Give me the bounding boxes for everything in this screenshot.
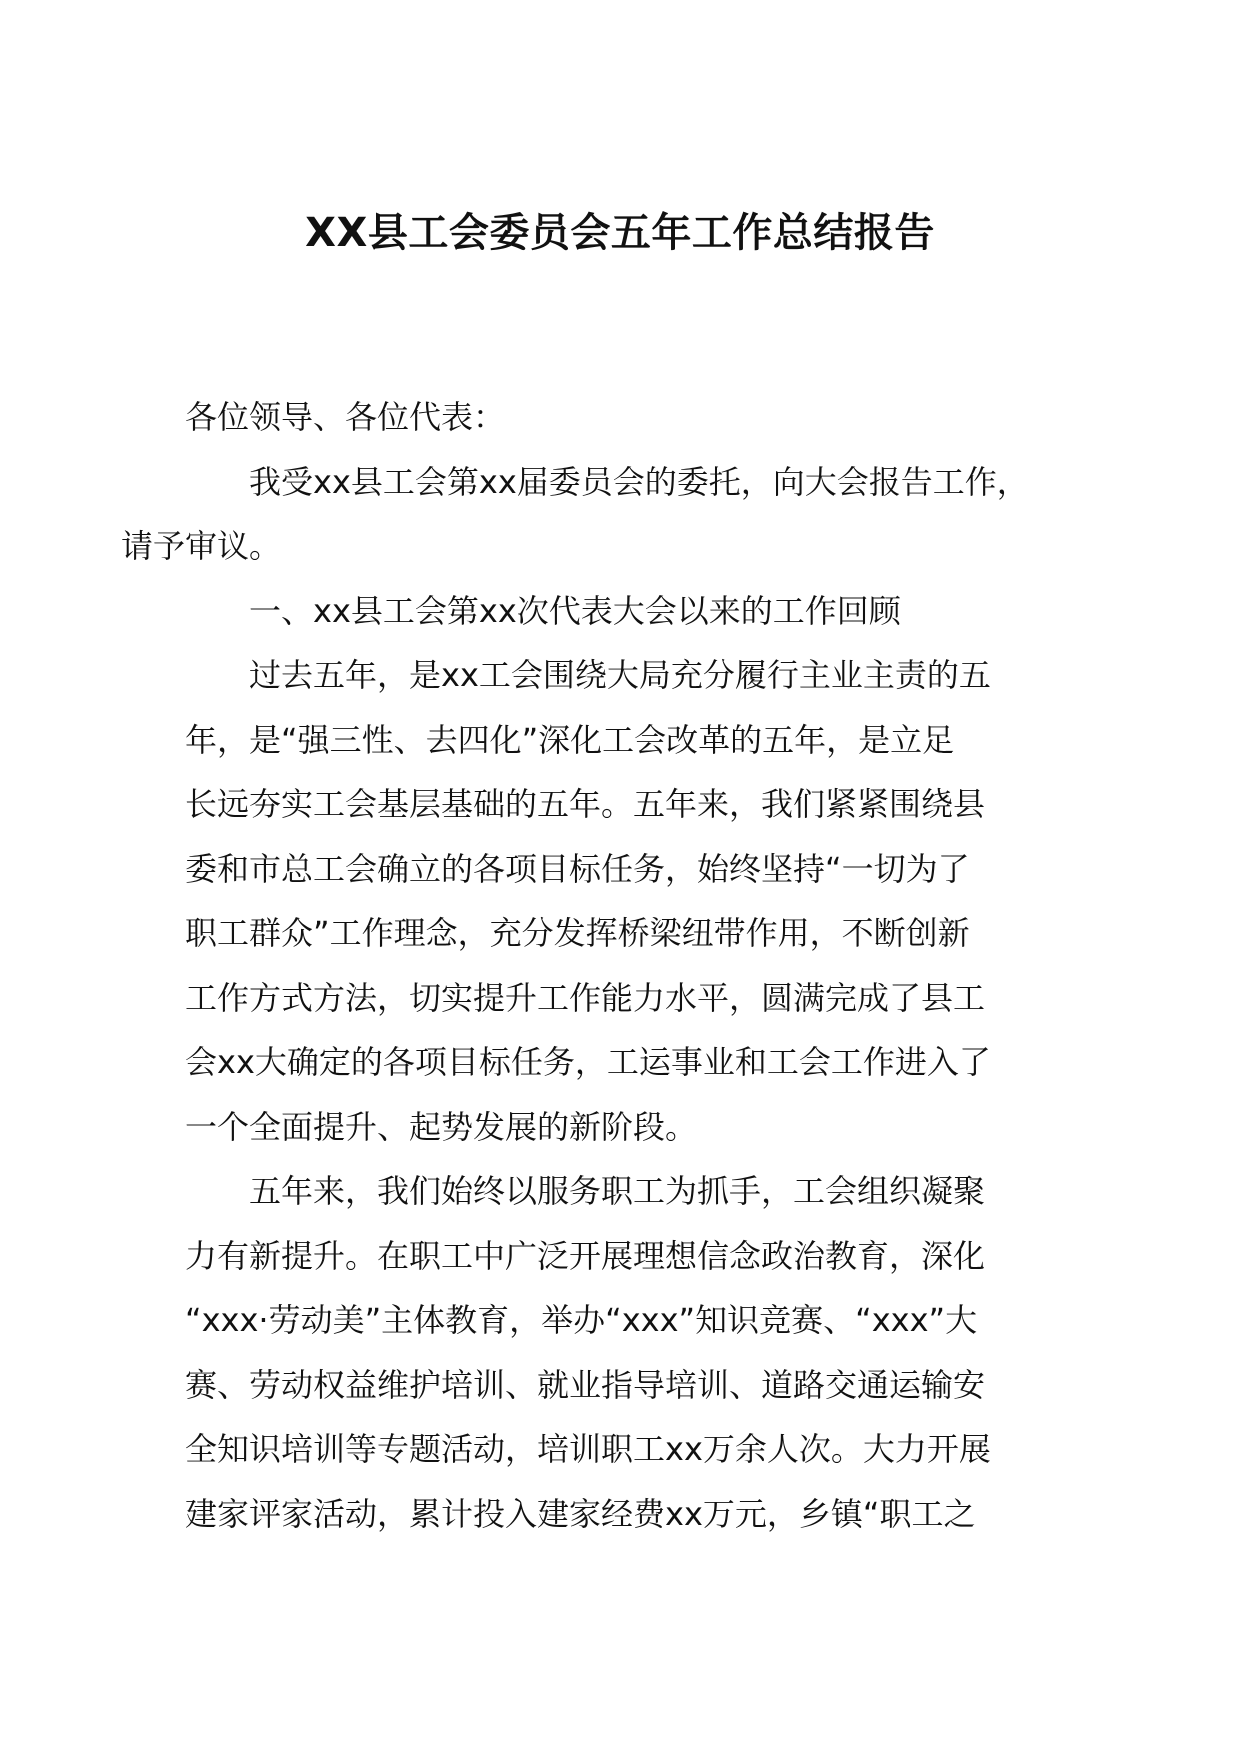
paragraph-line: 请予审议。: [121, 527, 282, 565]
document-body: [121, 385, 1085, 1546]
salutation: 各位领导、各位代表：: [185, 398, 506, 436]
paragraph-line: 我受xx县工会第xx届委员会的委托，向大会报告工作，: [249, 462, 1029, 501]
paragraph-service: [185, 1159, 1085, 1546]
paragraph-line: 年，是“强三性、去四化”深化工会改革的五年，是立足: [185, 720, 955, 759]
paragraph-intro: [121, 450, 1085, 579]
paragraph-line: 长远夯实工会基层基础的五年。五年来，我们紧紧围绕县: [185, 785, 986, 823]
section-heading: [185, 579, 1085, 644]
paragraph-review: [185, 643, 1085, 1159]
paragraph-line: 全知识培训等专题活动，培训职工xx万余人次。大力开展: [185, 1430, 991, 1468]
document-title: XX县工会委员会五年工作总结报告: [305, 210, 935, 256]
paragraph-line: 赛、劳动权益维护培训、就业指导培训、道路交通运输安: [185, 1365, 986, 1404]
paragraph-line: 会xx大确定的各项目标任务，工运事业和工会工作进入了: [185, 1043, 991, 1081]
paragraph-line: 过去五年，是xx工会围绕大局充分履行主业主责的五: [249, 656, 991, 694]
section-heading-text: 一、xx县工会第xx次代表大会以来的工作回顾: [249, 591, 901, 630]
paragraph-line: 职工群众”工作理念，充分发挥桥梁纽带作用，不断创新: [185, 914, 970, 952]
paragraph-line: 建家评家活动，累计投入建家经费xx万元，乡镇“职工之: [185, 1494, 976, 1533]
paragraph-line: 工作方式方法，切实提升工作能力水平，圆满完成了县工: [185, 978, 986, 1017]
paragraph-line: “xxx·劳动美”主体教育，举办“xxx”知识竞赛、“xxx”大: [185, 1301, 978, 1339]
paragraph-line: 一个全面提升、起势发展的新阶段。: [185, 1107, 698, 1146]
paragraph-line: 力有新提升。在职工中广泛开展理想信念政治教育，深化: [185, 1236, 986, 1275]
paragraph-line: 委和市总工会确立的各项目标任务，始终坚持“一切为了: [185, 849, 970, 888]
paragraph-line: 五年来，我们始终以服务职工为抓手，工会组织凝聚: [249, 1172, 986, 1210]
